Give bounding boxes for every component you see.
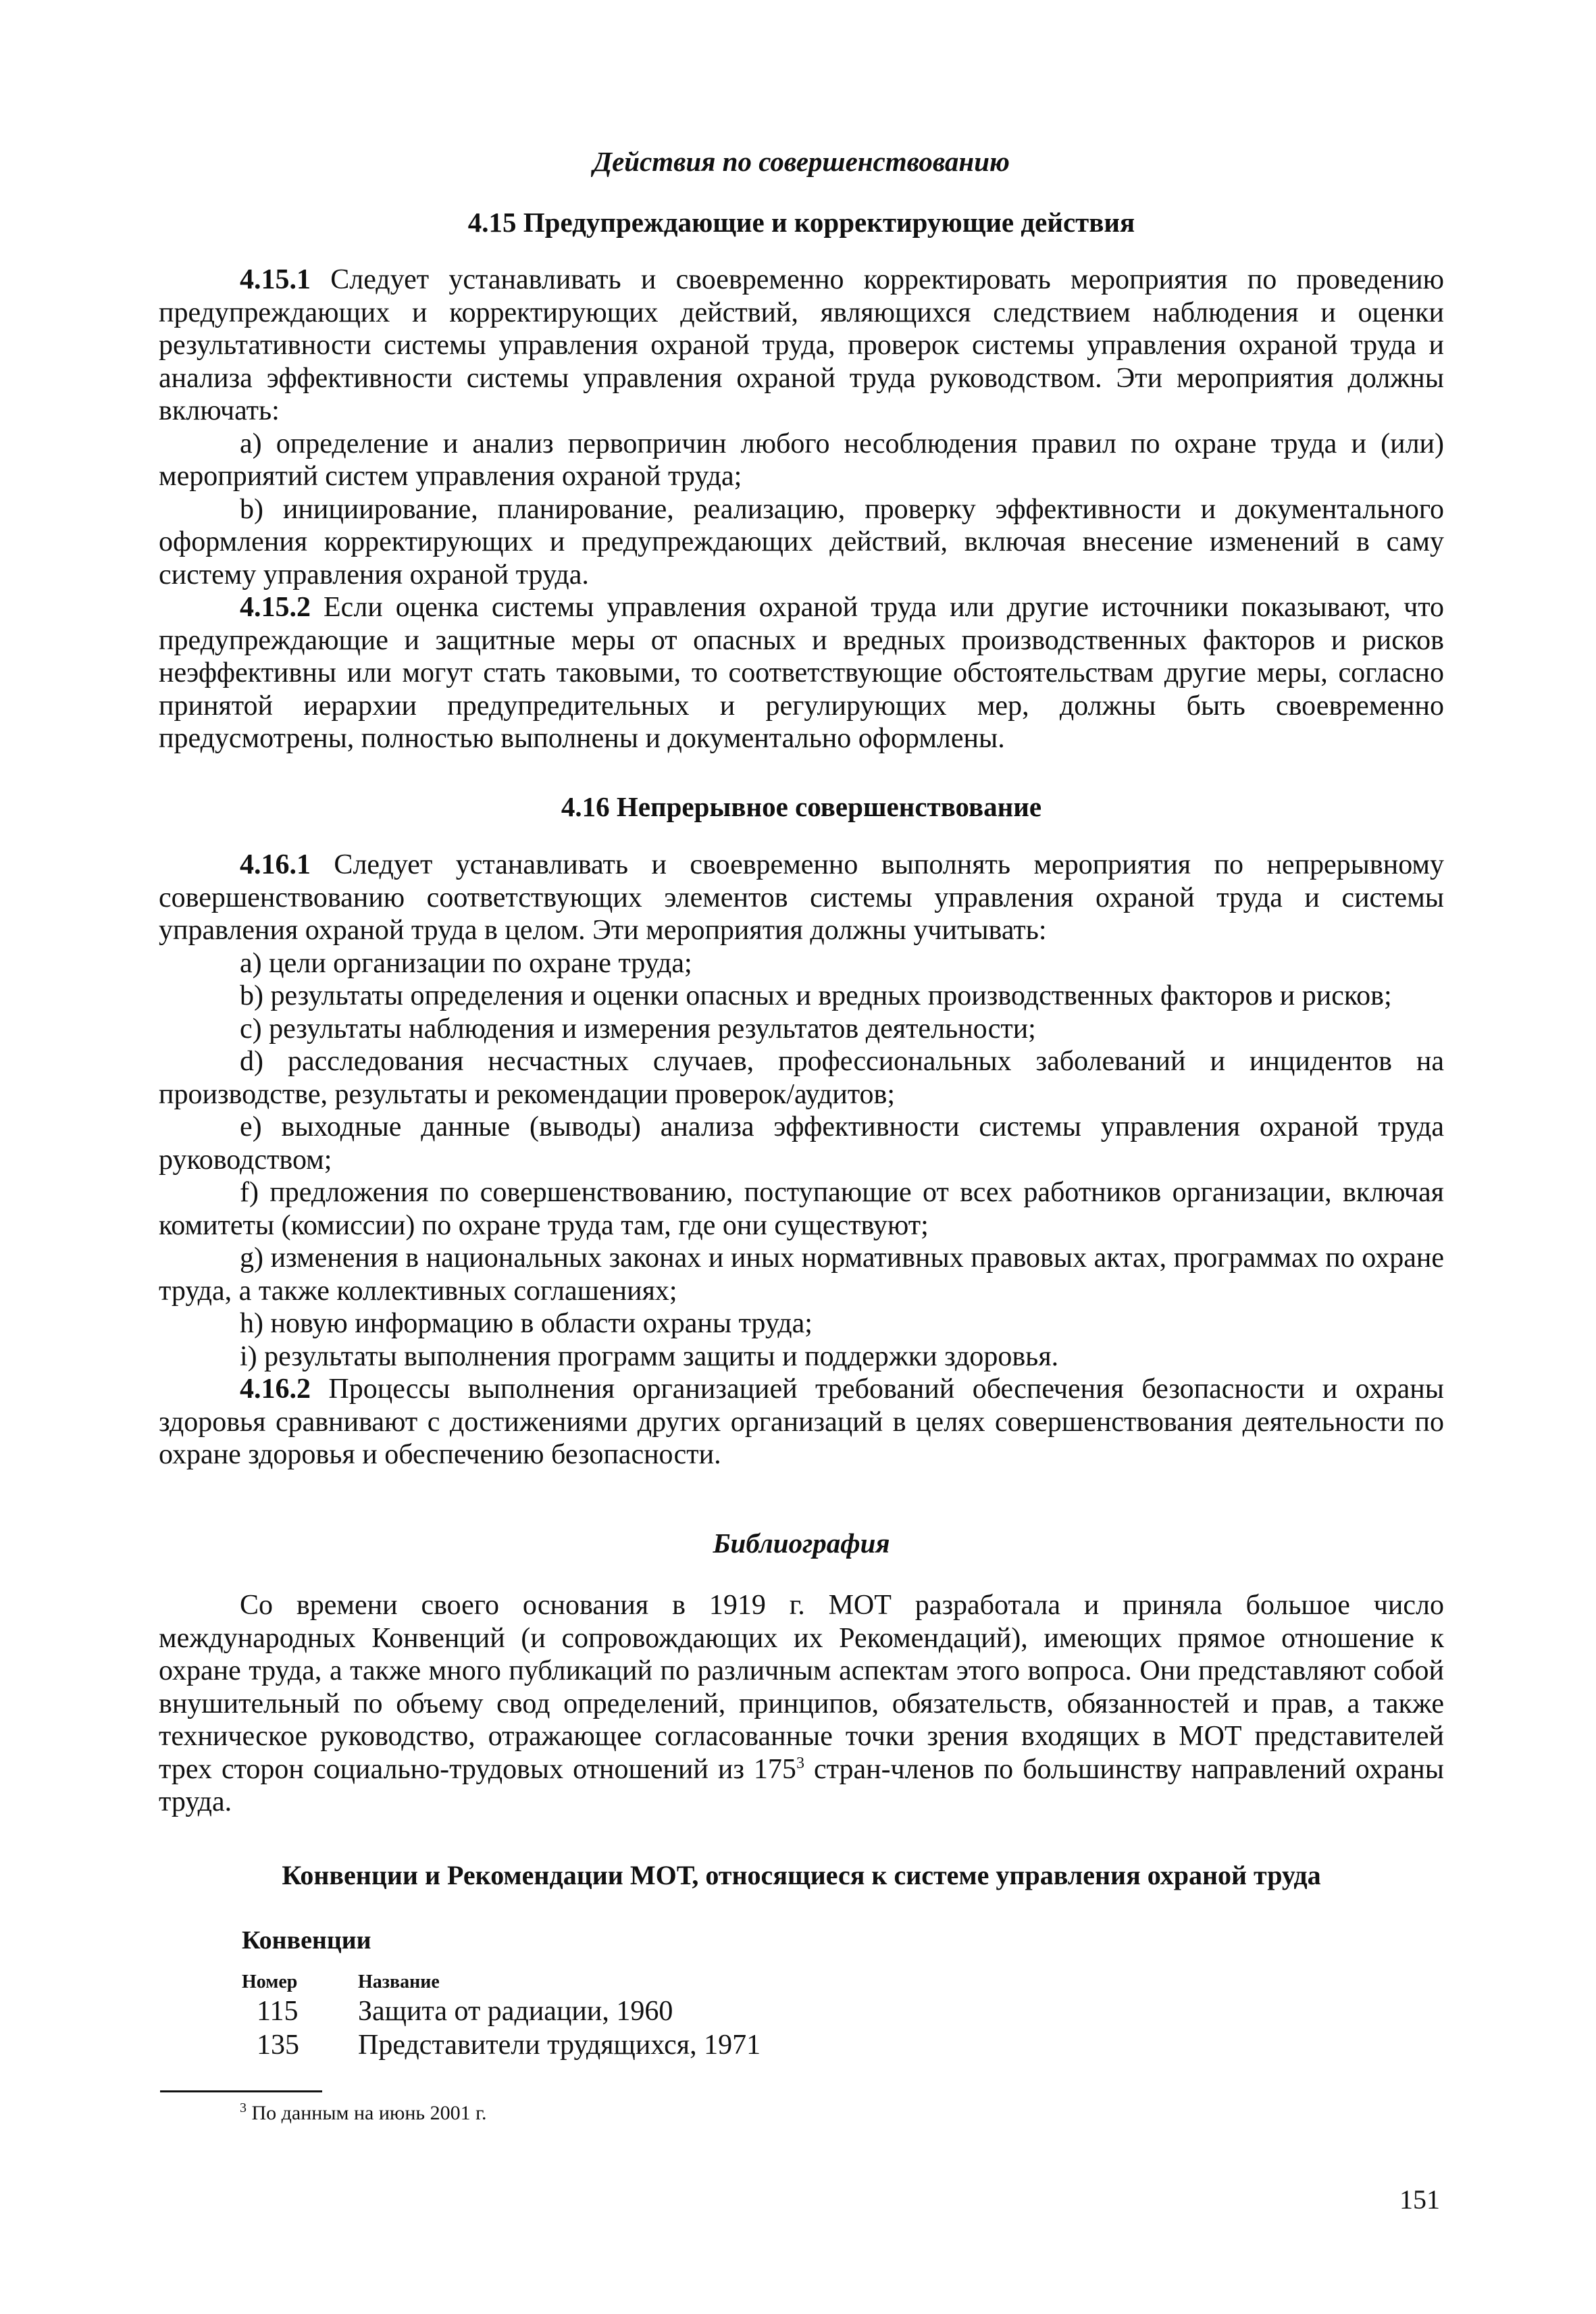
list-item: g) изменения в национальных законах и иных нормативных правовых актах, программах по охране труда, а также коллективных соглашениях;	[159, 1242, 1444, 1307]
section-4-16-heading: 4.16 Непрерывное совершенствование	[561, 791, 1042, 822]
paragraph-4-15-1	[159, 263, 1444, 428]
paragraph-4-15-2	[159, 591, 1444, 755]
list-item: f) предложения по совершенствованию, поступающие от всех работников организации, включая комитеты (комиссии) по охране труда там, где они существуют;	[159, 1177, 1444, 1241]
clause-number: 4.15.1	[240, 264, 311, 295]
bibliography-paragraph	[159, 1589, 1444, 1819]
footnote-text: По данным на июнь 2001 г.	[247, 2102, 487, 2124]
convention-number: 135	[257, 2030, 299, 2061]
footnote	[240, 2101, 487, 2126]
paragraph-4-16-2	[159, 1373, 1444, 1472]
footnote-mark: 3	[240, 2101, 247, 2115]
conventions-heading-block	[159, 1859, 1444, 1891]
convention-name: Защита от радиации, 1960	[358, 1996, 673, 2027]
list-item: d) расследования несчастных случаев, профессиональных заболеваний и инцидентов на производстве, результаты и рекомендации проверок/аудитов;	[159, 1046, 1444, 1110]
table-row	[242, 1994, 761, 2028]
chapter-subtitle	[159, 145, 1444, 178]
clause-text: Следует устанавливать и своевременно выполнять мероприятия по непрерывному совершенствованию соответствующих элементов системы управления охраной труда и системы управления охраной труда в целом. Эти мероприятия должны учитывать:	[159, 849, 1444, 946]
column-header-name: Название	[358, 1971, 440, 1992]
convention-number: 115	[257, 1996, 299, 2027]
clause-text: Если оценка системы управления охраной труда или другие источники показывают, что предупреждающие и защитные меры от опасных и вредных производственных факторов и рисков неэффективны или могут стать таковыми, то соответствующие обстоятельствам другие меры, согласно принятой иерархии предупредительных и регулирующих мер, должны быть своевременно предусмотрены, полностью выполнены и документально оформлены.	[159, 592, 1444, 754]
clause-number: 4.16.1	[240, 849, 311, 880]
section-4-16-body	[159, 849, 1444, 1472]
list-item: b) результаты определения и оценки опасных и вредных производственных факторов и рисков;	[240, 980, 1392, 1011]
conventions-title: Конвенции	[242, 1926, 371, 1955]
page-number: 151	[1399, 2184, 1440, 2215]
clause-text: Процессы выполнения организацией требований обеспечения безопасности и охраны здоровья сравнивают с достижениями других организаций в целях совершенствования деятельности по охране здоровья и обеспечению безопасности.	[159, 1374, 1444, 1470]
section-4-15-heading-block	[159, 206, 1444, 238]
conventions-list	[159, 1926, 1444, 2062]
convention-name: Представители трудящихся, 1971	[358, 2030, 761, 2061]
bibliography-heading: Библиография	[713, 1528, 890, 1559]
column-header-number: Номер	[242, 1971, 298, 1992]
list-item: c) результаты наблюдения и измерения результатов деятельности;	[240, 1013, 1036, 1045]
list-item: e) выходные данные (выводы) анализа эффективности системы управления охраной труда руководством;	[159, 1111, 1444, 1176]
section-4-16-heading-block	[159, 790, 1444, 823]
table-row	[242, 2028, 761, 2062]
table-header-row	[242, 1970, 761, 1994]
list-item: a) определение и анализ первопричин любого несоблюдения правил по охране труда и (или) мероприятий систем управления охраной труда;	[159, 428, 1444, 492]
clause-number: 4.15.2	[240, 592, 311, 623]
italic-title: Действия по совершенствованию	[593, 146, 1010, 177]
section-4-15-heading: 4.15 Предупреждающие и корректирующие действия	[467, 207, 1135, 238]
conventions-table	[242, 1970, 761, 2062]
list-item: h) новую информацию в области охраны труда;	[240, 1308, 813, 1339]
footnote-reference: 3	[796, 1754, 804, 1772]
paragraph-4-16-1	[159, 849, 1444, 947]
conventions-heading: Конвенции и Рекомендации МОТ, относящиеся к системе управления охраной труда	[282, 1860, 1321, 1890]
section-4-15-body	[159, 263, 1444, 755]
bibliography-heading-block	[159, 1527, 1444, 1559]
bibliography-text-end: стран-членов по большинству направлений охраны труда.	[159, 1753, 1444, 1817]
clause-text: Следует устанавливать и своевременно корректировать мероприятия по проведению предупреждающих и корректирующих действий, являющихся следствием наблюдения и оценки результативности системы управления охраной труда, проверок системы управления охраной труда и анализа эффективности системы управления охраной труда руководством. Эти мероприятия должны включать:	[159, 264, 1444, 426]
clause-number: 4.16.2	[240, 1374, 311, 1405]
list-item: a) цели организации по охране труда;	[240, 947, 692, 979]
bibliography-body	[159, 1589, 1444, 1819]
list-item: i) результаты выполнения программ защиты и поддержки здоровья.	[240, 1340, 1059, 1372]
footnote-divider	[160, 2090, 322, 2092]
bibliography-text: Со времени своего основания в 1919 г. МОТ разработала и приняла большое число международных Конвенций (и сопровождающих их Рекомендаций), имеющих прямое отношение к охране труда, а также много публикаций по различным аспектам этого вопроса. Они представляют собой внушительный по объему свод определений, принципов, обязательств, обязанностей и прав, а также техническое руководство, отражающее согласованные точки зрения входящих в МОТ представителей трех сторон социально-трудовых отношений из 175	[159, 1590, 1444, 1785]
list-item: b) инициирование, планирование, реализацию, проверку эффективности и документального оформления корректирующих и предупреждающих действий, включая внесение изменений в саму систему управления охраной труда.	[159, 493, 1444, 590]
